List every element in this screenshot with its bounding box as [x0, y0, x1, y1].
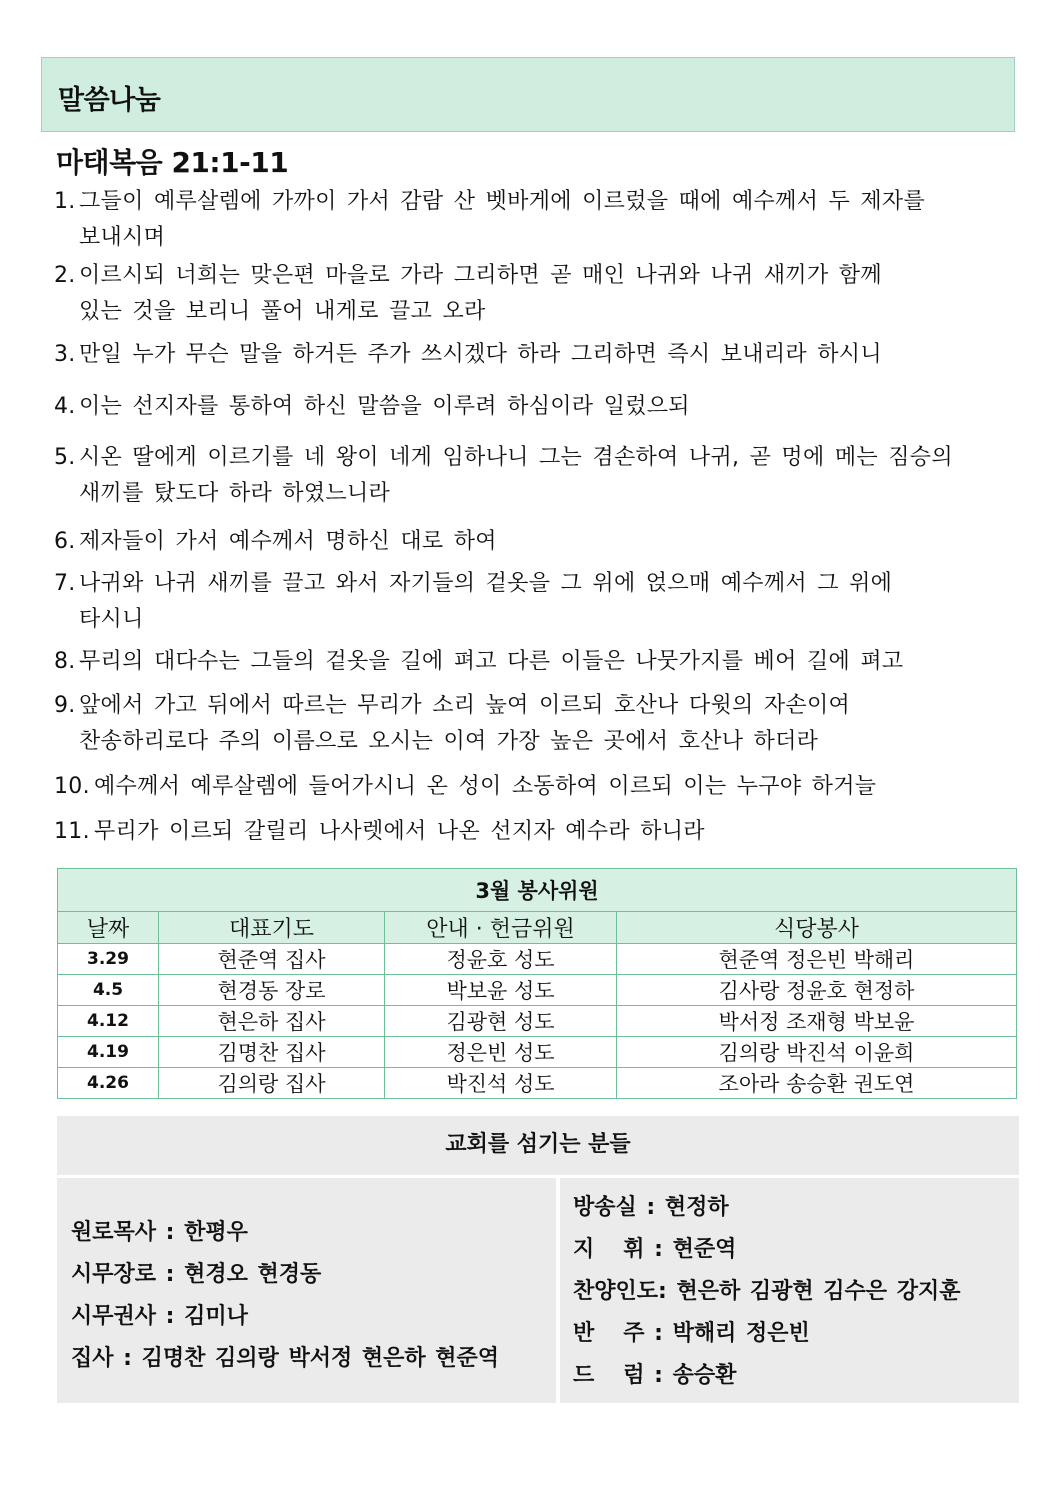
table-title: 3월 봉사위원 — [58, 869, 1017, 912]
verse-number: 10. — [54, 774, 90, 799]
section-header-box — [41, 57, 1015, 132]
verse-text: 나귀와 나귀 새끼를 끌고 와서 자기들의 겉옷을 그 위에 얹으매 예수께서 그 위에 — [79, 571, 893, 596]
verse-text: 이는 선지자를 통하여 하신 말씀을 이루려 하심이라 일렀으되 — [79, 394, 690, 419]
servants-left-column — [71, 1212, 499, 1380]
verse-text: 시온 딸에게 이르기를 네 왕이 네게 임하나니 그는 겸손하여 나귀, 곧 멍에 메는 짐승의 — [79, 445, 953, 470]
servant-entry: 시무권사 : 김미나 — [71, 1304, 248, 1329]
verse-8 — [54, 644, 1014, 680]
table-row — [58, 1006, 1017, 1037]
cell-date: 4.12 — [58, 1006, 159, 1037]
verse-number: 6. — [54, 529, 76, 554]
verse-number: 2. — [54, 263, 76, 288]
verse-text-continued: 보내시며 — [79, 225, 166, 250]
table-row — [58, 1068, 1017, 1099]
cell-usher: 김광현 성도 — [385, 1006, 617, 1037]
service-schedule-table — [57, 868, 1017, 1099]
verse-text-continued: 새끼를 탔도다 하라 하였느니라 — [79, 481, 391, 506]
table-header-row — [58, 912, 1017, 944]
cell-prayer: 현준역 집사 — [159, 944, 385, 975]
verse-number: 11. — [54, 819, 90, 844]
section-header-title: 말씀나눔 — [58, 85, 161, 116]
verse-text: 앞에서 가고 뒤에서 따르는 무리가 소리 높여 이르되 호산나 다윗의 자손이여 — [79, 693, 851, 718]
table-row — [58, 1037, 1017, 1068]
verse-text-continued: 타시니 — [79, 607, 144, 632]
verse-11 — [54, 814, 1014, 850]
table-row — [58, 944, 1017, 975]
cell-kitchen: 김사랑 정윤호 현정하 — [617, 975, 1017, 1006]
verse-text: 만일 누가 무슨 말을 하거든 주가 쓰시겠다 하라 그리하면 즉시 보내리라 하시니 — [79, 342, 882, 367]
servant-entry: 집사 : 김명찬 김의랑 박서정 현은하 현준역 — [71, 1346, 500, 1371]
verse-number: 1. — [54, 189, 76, 214]
verse-text: 예수께서 예루살렘에 들어가시니 온 성이 소동하여 이르되 이는 누구야 하거늘 — [94, 774, 877, 799]
servant-entry: 시무장로 : 현경오 현경동 — [71, 1262, 322, 1287]
cell-usher: 박진석 성도 — [385, 1068, 617, 1099]
verse-10 — [54, 769, 1014, 805]
verse-text-continued: 찬송하리로다 주의 이름으로 오시는 이여 가장 높은 곳에서 호산나 하더라 — [79, 729, 819, 754]
verse-7 — [54, 566, 1014, 638]
servants-right-column — [573, 1187, 960, 1397]
servant-entry: 지 휘 : 현준역 — [573, 1237, 737, 1262]
cell-date: 4.19 — [58, 1037, 159, 1068]
cell-usher: 박보윤 성도 — [385, 975, 617, 1006]
column-header-date: 날짜 — [58, 912, 159, 944]
verse-1 — [54, 184, 1014, 256]
verse-number: 5. — [54, 445, 76, 470]
verse-2 — [54, 258, 1014, 330]
cell-date: 3.29 — [58, 944, 159, 975]
verse-text-continued: 있는 것을 보리니 풀어 내게로 끌고 오라 — [79, 299, 486, 324]
verse-text: 무리의 대다수는 그들의 겉옷을 길에 펴고 다른 이들은 나뭇가지를 베어 길에 펴고 — [79, 649, 904, 674]
verse-number: 9. — [54, 693, 76, 718]
cell-kitchen: 박서정 조재형 박보윤 — [617, 1006, 1017, 1037]
servant-entry: 반 주 : 박해리 정은빈 — [573, 1321, 810, 1346]
verse-9 — [54, 688, 1014, 760]
verse-number: 8. — [54, 649, 76, 674]
divider — [57, 1175, 1019, 1178]
cell-prayer: 현은하 집사 — [159, 1006, 385, 1037]
verse-number: 3. — [54, 342, 76, 367]
servant-entry: 원로목사 : 한평우 — [71, 1220, 248, 1245]
divider — [556, 1178, 560, 1403]
verse-number: 4. — [54, 394, 76, 419]
verse-4 — [54, 389, 1014, 425]
servant-entry: 방송실 : 현정하 — [573, 1195, 729, 1220]
verse-number: 7. — [54, 571, 76, 596]
column-header-prayer: 대표기도 — [159, 912, 385, 944]
church-servants-box — [57, 1116, 1019, 1403]
cell-prayer: 현경동 장로 — [159, 975, 385, 1006]
cell-date: 4.26 — [58, 1068, 159, 1099]
table-row — [58, 975, 1017, 1006]
cell-date: 4.5 — [58, 975, 159, 1006]
cell-kitchen: 조아라 송승환 권도연 — [617, 1068, 1017, 1099]
church-servants-title: 교회를 섬기는 분들 — [445, 1132, 631, 1157]
verse-text: 이르시되 너희는 맞은편 마을로 가라 그리하면 곧 매인 나귀와 나귀 새끼가 함께 — [79, 263, 882, 288]
cell-kitchen: 현준역 정은빈 박해리 — [617, 944, 1017, 975]
cell-usher: 정은빈 성도 — [385, 1037, 617, 1068]
passage-title: 마태복음 21:1-11 — [56, 146, 289, 179]
verse-text: 무리가 이르되 갈릴리 나사렛에서 나온 선지자 예수라 하니라 — [94, 819, 705, 844]
servant-entry: 찬양인도: 현은하 김광현 김수은 강지훈 — [573, 1279, 961, 1304]
column-header-usher: 안내 · 헌금위원 — [385, 912, 617, 944]
cell-kitchen: 김의랑 박진석 이윤희 — [617, 1037, 1017, 1068]
verse-5 — [54, 440, 1014, 512]
cell-prayer: 김명찬 집사 — [159, 1037, 385, 1068]
cell-prayer: 김의랑 집사 — [159, 1068, 385, 1099]
verse-6 — [54, 524, 1014, 560]
table-title-row — [58, 869, 1017, 912]
cell-usher: 정윤호 성도 — [385, 944, 617, 975]
verse-text: 제자들이 가서 예수께서 명하신 대로 하여 — [79, 529, 497, 554]
verse-3 — [54, 337, 1014, 373]
verse-text: 그들이 예루살렘에 가까이 가서 감람 산 벳바게에 이르렀을 때에 예수께서 두 제자를 — [79, 189, 925, 214]
servant-entry: 드 럼 : 송승환 — [573, 1363, 737, 1388]
column-header-kitchen: 식당봉사 — [617, 912, 1017, 944]
